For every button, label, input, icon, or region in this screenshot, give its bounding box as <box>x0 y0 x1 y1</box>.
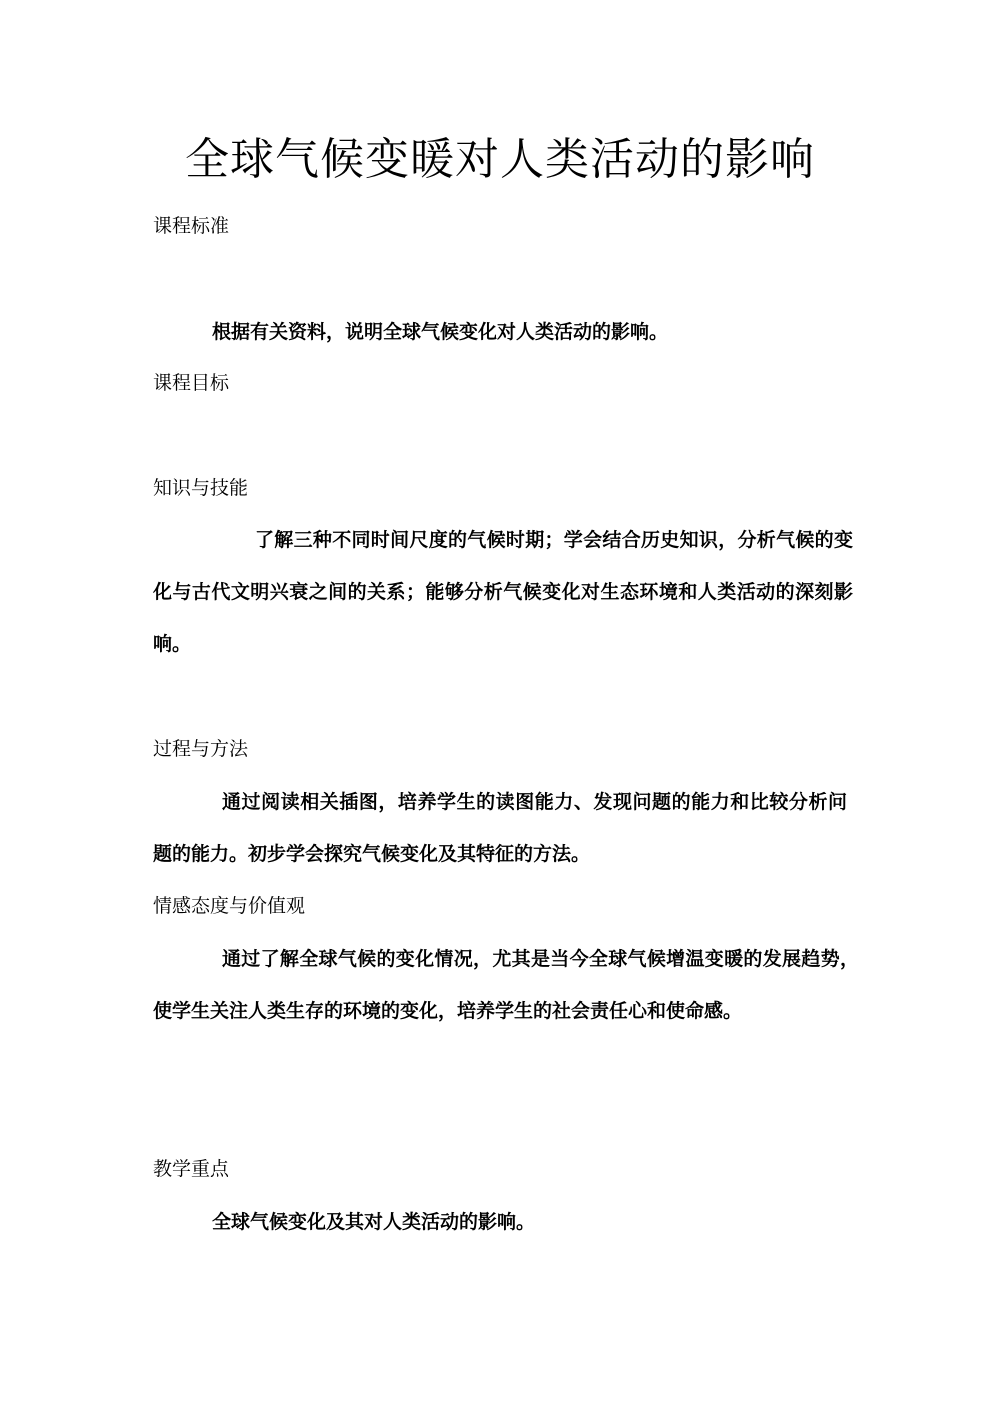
heading-course-standard: 课程标准 <box>153 215 230 237</box>
heading-emotion-values: 情感态度与价值观 <box>153 895 306 917</box>
heading-process-method: 过程与方法 <box>153 738 249 760</box>
heading-teaching-focus: 教学重点 <box>153 1158 230 1180</box>
heading-knowledge-skills: 知识与技能 <box>153 477 249 499</box>
teaching-focus-text: 全球气候变化及其对人类活动的影响。 <box>212 1211 536 1233</box>
emotion-values-text: 通过了解全球气候的变化情况，尤其是当今全球气候增温变暖的发展趋势，使学生关注人类生存的环境的变化，培养学生的社会责任心和使命感。 <box>153 948 859 1022</box>
document-title: 全球气候变暖对人类活动的影响 <box>185 134 815 185</box>
process-method-text: 通过阅读相关插图，培养学生的读图能力、发现问题的能力和比较分析问题的能力。初步学会探究气候变化及其特征的方法。 <box>153 791 847 865</box>
knowledge-skills-text: 了解三种不同时间尺度的气候时期；学会结合历史知识，分析气候的变化与古代文明兴衰之间的关系；能够分析气候变化对生态环境和人类活动的深刻影响。 <box>153 529 853 655</box>
course-standard-text: 根据有关资料，说明全球气候变化对人类活动的影响。 <box>212 321 669 343</box>
heading-course-goals: 课程目标 <box>153 372 230 394</box>
